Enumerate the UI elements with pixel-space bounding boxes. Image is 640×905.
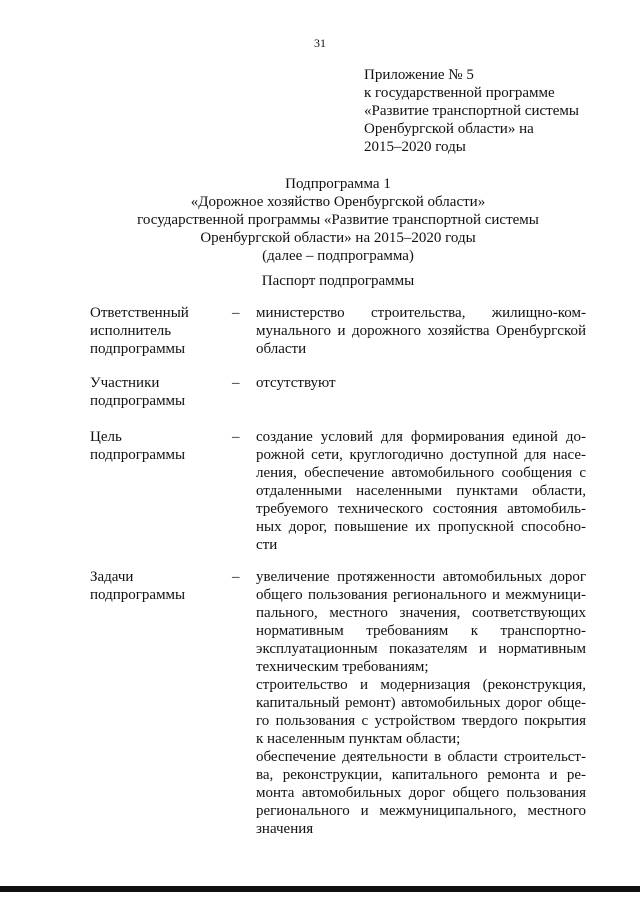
subprogram-title-line: государственной программы «Развитие транспортной системы [137, 212, 539, 228]
appendix-line: к государственной программе [364, 85, 555, 101]
row-value-line: мунального и дорожного хозяйства Оренбургской [256, 323, 586, 339]
subprogram-title-line: Подпрограмма 1 [285, 176, 391, 192]
row-value-line: увеличение протяженности автомобильных дорог [256, 569, 586, 585]
row-dash: – [232, 569, 240, 585]
row-value-line: капитальный ремонт) автомобильных дорог обще- [256, 695, 586, 711]
appendix-line: Приложение № 5 [364, 67, 474, 83]
row-label [90, 374, 230, 410]
appendix-line: Оренбургской области» на [364, 121, 534, 137]
row-value-line: регионального и межмуниципального, местного [256, 803, 586, 819]
row-value-line: сти [256, 537, 278, 553]
row-value-line: министерство строительства, жилищно-ком- [256, 305, 586, 321]
appendix-line: «Развитие транспортной системы [364, 103, 579, 119]
row-value-line: обеспечение деятельности в области строительст- [256, 749, 586, 765]
row-value-line: ных дорог, повышение их пропускной способно- [256, 519, 586, 535]
row-value-line: отдаленными населенными пунктами области, [256, 483, 586, 499]
row-label [90, 568, 230, 604]
subprogram-title [0, 175, 640, 265]
row-value-line: требуемого технического состояния автомобиль- [256, 501, 586, 517]
row-label-line: исполнитель [90, 323, 172, 339]
row-label-line: подпрограммы [90, 447, 186, 463]
row-value-line: нормативным требованиям к транспортно- [256, 623, 586, 639]
row-value-line: отсутствуют [256, 375, 336, 391]
appendix-note [364, 66, 614, 156]
subprogram-title-line: Оренбургской области» на 2015–2020 годы [200, 230, 476, 246]
row-value [256, 304, 586, 358]
row-value-line: го пользования с устройством твердого покрытия [256, 713, 586, 729]
subprogram-title-line: «Дорожное хозяйство Оренбургской области» [190, 194, 486, 210]
row-label-line: подпрограммы [90, 341, 186, 357]
row-value [256, 374, 586, 392]
row-value-line: пального, местного значения, соответствующих [256, 605, 586, 621]
row-dash: – [232, 305, 240, 321]
row-value-line: ва, реконструкции, капитального ремонта и ре- [256, 767, 586, 783]
row-value-line: к населенным пунктам области; [256, 731, 461, 747]
row-label-line: подпрограммы [90, 587, 186, 603]
row-label-line: Цель [90, 429, 122, 445]
row-label [90, 428, 230, 464]
row-value-line: монта автомобильных дорог общего пользования [256, 785, 586, 801]
row-value-line: общего пользования регионального и межмуници- [256, 587, 586, 603]
row-value-line: эксплуатационным показателям и нормативным [256, 641, 586, 657]
row-value-line: создание условий для формирования единой до- [256, 429, 586, 445]
row-value [256, 568, 586, 838]
row-value-line: рожной сети, круглогодично доступной для насе- [256, 447, 586, 463]
row-label-line: Участники [90, 375, 160, 391]
row-value-line: значения [256, 821, 314, 837]
row-label-line: подпрограммы [90, 393, 186, 409]
subprogram-title-line: (далее – подпрограмма) [262, 248, 414, 264]
row-label-line: Задачи [90, 569, 134, 585]
row-dash: – [232, 429, 240, 445]
appendix-line: 2015–2020 годы [364, 139, 466, 155]
row-value [256, 428, 586, 554]
passport-title: Паспорт подпрограммы [261, 273, 415, 289]
row-value-line: ления, обеспечение автомобильного сообщения с [256, 465, 586, 481]
row-value-line: области [256, 341, 307, 357]
row-value-line: техническим требованиям; [256, 659, 429, 675]
row-label [90, 304, 230, 358]
page-number: 31 [314, 36, 326, 50]
row-value-line: строительство и модернизация (реконструкция, [256, 677, 586, 693]
row-label-line: Ответственный [90, 305, 189, 321]
scan-edge-bar [0, 886, 640, 892]
row-dash: – [232, 375, 240, 391]
